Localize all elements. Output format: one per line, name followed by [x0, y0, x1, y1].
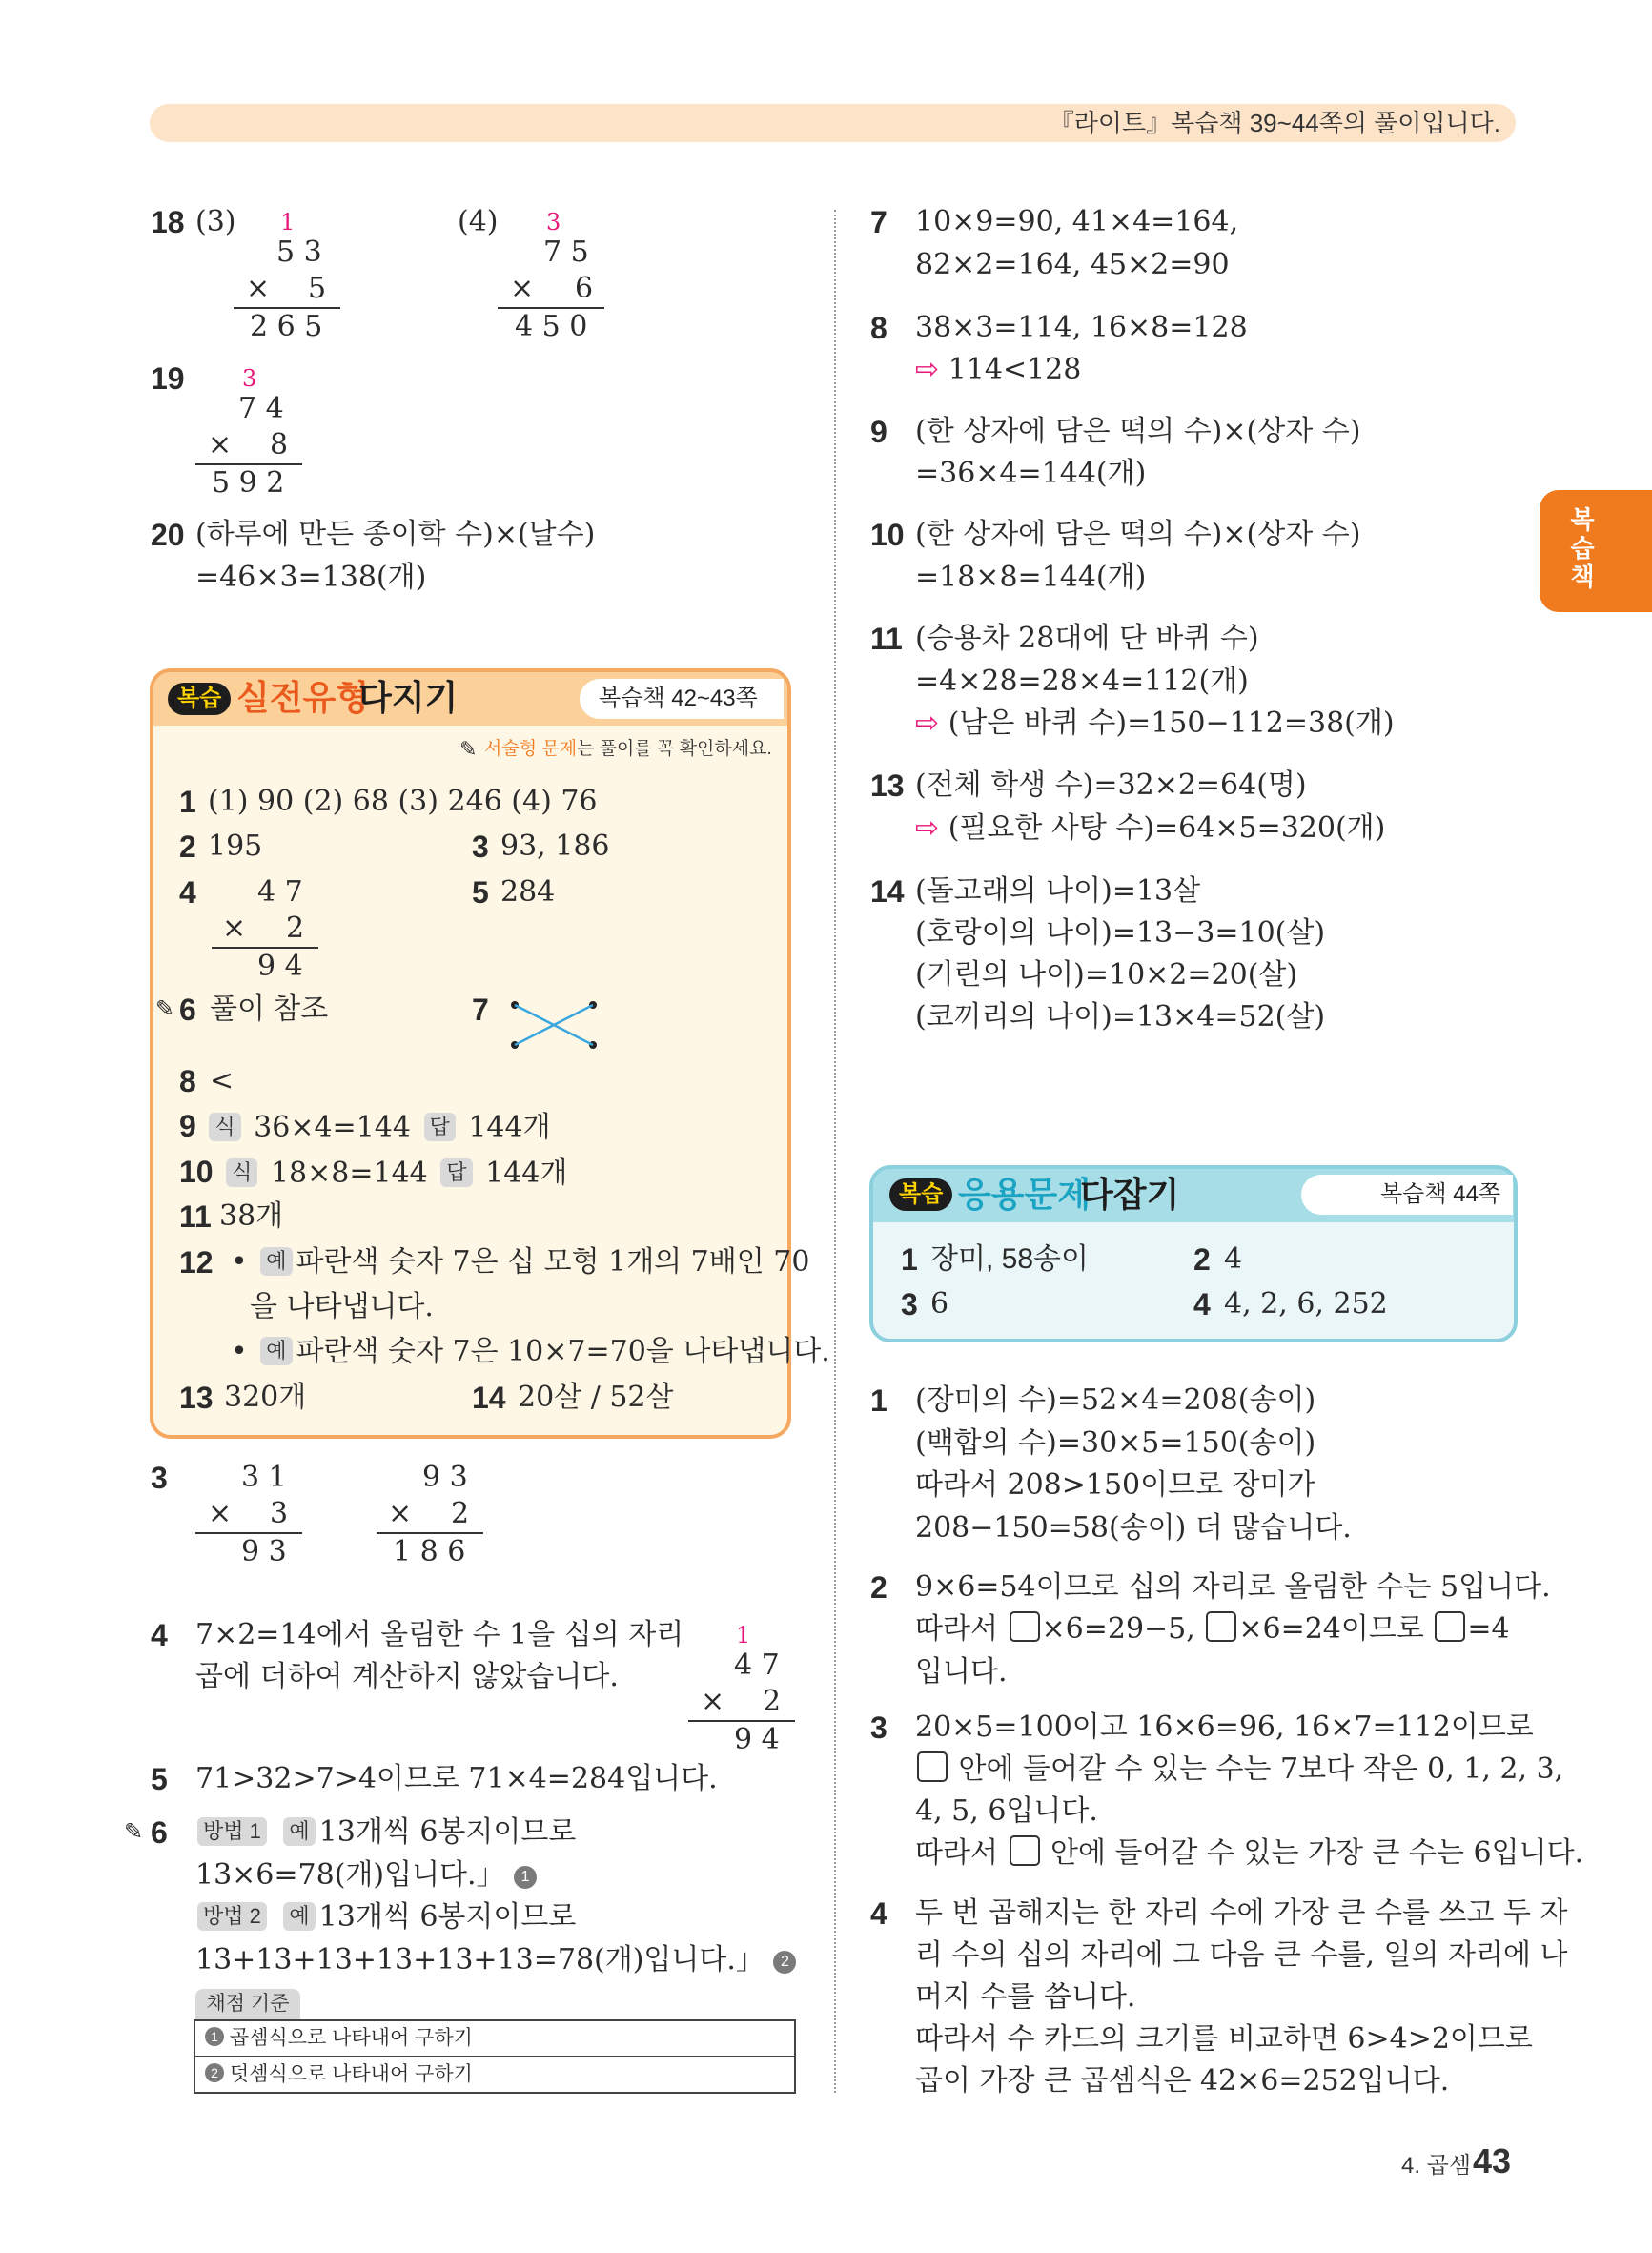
- e4-line2: 곱에 더하여 계산하지 않았습니다.: [195, 1660, 619, 1693]
- box-a5-num: 5: [472, 875, 489, 910]
- criteria-divider: [194, 2056, 796, 2057]
- r10-line1: (한 상자에 담은 떡의 수)×(상자 수): [915, 518, 1361, 551]
- s4-line1: 두 번 곱해지는 한 자리 수에 가장 큰 수를 쓰고 두 자: [915, 1896, 1568, 1930]
- p18-b-label: (4): [458, 205, 499, 238]
- box-a12-line1: [231, 1244, 809, 1280]
- p18-a-mul: ×: [246, 272, 271, 305]
- box-a10-num: 10: [179, 1155, 214, 1189]
- s2-text-2c: ×6=24이므로: [1238, 1612, 1424, 1646]
- s1-line4: 208−150=58(송이) 더 많습니다.: [915, 1511, 1352, 1545]
- blank-box: [1010, 1611, 1040, 1642]
- e4-line1: 7×2=14에서 올림한 수 1을 십의 자리: [195, 1618, 684, 1651]
- e4-mul: ×: [701, 1685, 725, 1718]
- e5-line1: 71>32>7>4이므로 71×4=284입니다.: [195, 1762, 718, 1795]
- e6-line3: [194, 1899, 576, 1936]
- criterion-2-marker: 2: [773, 1951, 796, 1974]
- application-ref: 복습책 44쪽: [1380, 1181, 1501, 1207]
- p18-b-result: 4 5 0: [515, 310, 588, 343]
- box-a1: (1) 90 (2) 68 (3) 246 (4) 76: [208, 785, 598, 818]
- criterion-2-marker: 2: [205, 2063, 224, 2082]
- application-title-2: 다잡기: [1080, 1175, 1180, 1214]
- e5-number: 5: [151, 1762, 168, 1796]
- p20-line1: (하루에 만든 종이학 수)×(날수): [195, 518, 596, 551]
- criteria-row-1: [205, 2023, 473, 2054]
- box-a1-num: 1: [179, 785, 196, 819]
- s4-line4: 따라서 수 카드의 크기를 비교하면 6>4>2이므로: [915, 2022, 1533, 2056]
- problem-20-number: 20: [151, 518, 185, 552]
- p18-b-carry: 3: [546, 209, 561, 236]
- criterion-1-text: 곱셈식으로 나타내어 구하기: [229, 2027, 473, 2049]
- ex-tag: 예: [283, 1902, 315, 1931]
- box-a4-result: 9 4: [257, 950, 303, 983]
- practice-title-1: 실전유형: [236, 678, 370, 717]
- s4-line3: 머지 수를 씁니다.: [915, 1980, 1136, 2014]
- criteria-row-2: [205, 2059, 473, 2090]
- e4-result: 9 4: [734, 1723, 780, 1756]
- box-a4-digit: 2: [286, 911, 305, 945]
- e3-b-digit: 2: [451, 1497, 470, 1530]
- s4-line2: 리 수의 십의 자리에 그 다음 큰 수를, 일의 자리에 나: [915, 1938, 1568, 1972]
- p18-a-result: 2 6 5: [250, 310, 323, 343]
- box-a7-num: 7: [472, 993, 489, 1027]
- e3-a-mul: ×: [208, 1497, 233, 1530]
- practice-badge: 복습: [168, 683, 231, 715]
- right-arrow-icon: ⇨: [915, 811, 940, 845]
- e3-a-result: 9 3: [241, 1535, 287, 1568]
- r13-text-2: (필요한 사탕 수)=64×5=320(개): [948, 811, 1386, 845]
- box-a14-num: 14: [472, 1381, 506, 1415]
- p18-a-top: 5 3: [276, 236, 322, 269]
- app-a2-num: 2: [1193, 1242, 1211, 1277]
- box-a10: [179, 1154, 567, 1192]
- box-a4-mul: ×: [222, 911, 247, 945]
- p18-a-carry: 1: [280, 209, 296, 236]
- app-a3-num: 3: [901, 1287, 918, 1321]
- p19-mul: ×: [208, 428, 233, 461]
- r13-number: 13: [870, 768, 905, 803]
- s3-text-2: 안에 들어갈 수 있는 수는 7보다 작은 0, 1, 2, 3,: [958, 1752, 1564, 1786]
- r7-number: 7: [870, 205, 887, 239]
- r7-line2: 82×2=164, 45×2=90: [915, 248, 1230, 281]
- box-a12-line2: 을 나타냅니다.: [250, 1290, 434, 1323]
- dap-tag: 답: [424, 1113, 456, 1141]
- r8-line1: 38×3=114, 16×8=128: [915, 311, 1248, 344]
- e3-b-result: 1 8 6: [393, 1535, 466, 1568]
- r14-line4: (코끼리의 나이)=13×4=52(살): [915, 1000, 1326, 1034]
- r11-line2: =4×28=28×4=112(개): [915, 665, 1249, 698]
- s1-line1: (장미의 수)=52×4=208(송이): [915, 1383, 1316, 1417]
- e4-carry: 1: [736, 1622, 751, 1649]
- bullet: •: [231, 1245, 248, 1279]
- note-rest: 는 풀이를 꼭 확인하세요.: [577, 739, 772, 759]
- blank-box: [917, 1751, 948, 1782]
- p19-digit: 8: [270, 428, 289, 461]
- box-a2: 195: [208, 830, 263, 863]
- criterion-2-text: 덧셈식으로 나타내어 구하기: [229, 2063, 473, 2085]
- sik-tag: 식: [209, 1113, 240, 1141]
- footer-chapter: 4. 곱셈: [1401, 2153, 1472, 2179]
- box-a9-num: 9: [179, 1109, 196, 1143]
- e4-top: 4 7: [734, 1649, 780, 1682]
- box-a8-num: 8: [179, 1064, 196, 1098]
- box-a12-line3: [231, 1334, 830, 1370]
- box-a10-ans: 144개: [485, 1157, 568, 1190]
- box-a3-num: 3: [472, 830, 489, 864]
- app-a4: 4, 2, 6, 252: [1224, 1287, 1388, 1321]
- box-a11: 38개: [219, 1199, 284, 1233]
- blank-box: [1435, 1611, 1465, 1642]
- page-number: 43: [1473, 2141, 1512, 2181]
- s3-line4: [915, 1835, 1583, 1872]
- e3-b-top: 9 3: [422, 1461, 468, 1494]
- e6-text-2: 13×6=78(개)입니다.」: [195, 1858, 505, 1892]
- a12-text-3: 파란색 숫자 7은 10×7=70을 나타냅니다.: [296, 1335, 830, 1368]
- s4-line5: 곱이 가장 큰 곱셈식은 42×6=252입니다.: [915, 2064, 1450, 2098]
- box-a12-num: 12: [179, 1245, 214, 1280]
- s2-line2: [915, 1611, 1510, 1648]
- box-a3: 93, 186: [500, 830, 610, 863]
- e6-text-4: 13+13+13+13+13+13=78(개)입니다.」: [195, 1943, 765, 1976]
- right-arrow-icon: ⇨: [915, 707, 940, 740]
- box-a7-matching-diagram: [505, 992, 601, 1049]
- note-highlight: 서술형 문제: [484, 739, 578, 759]
- box-a8: <: [210, 1064, 235, 1097]
- r14-line1: (돌고래의 나이)=13살: [915, 874, 1201, 908]
- r13-line2: [915, 810, 1385, 847]
- s2-text-2d: =4: [1467, 1612, 1510, 1646]
- e6-text-1: 13개씩 6봉지이므로: [318, 1815, 577, 1849]
- r11-number: 11: [870, 622, 903, 656]
- column-divider: [834, 210, 836, 2093]
- r11-text-3: (남은 바퀴 수)=150−112=38(개): [948, 707, 1395, 740]
- a12-text-1: 파란색 숫자 7은 십 모형 1개의 7배인 70: [296, 1245, 810, 1279]
- application-badge: 복습: [889, 1178, 952, 1211]
- e6-pencil-icon: ✎: [124, 1819, 144, 1845]
- box-a11-num: 11: [179, 1199, 212, 1234]
- ex-tag: 예: [260, 1247, 292, 1276]
- s1-line3: 따라서 208>150이므로 장미가: [915, 1468, 1315, 1502]
- s2-text-2a: 따라서: [915, 1612, 998, 1646]
- practice-note: [484, 736, 772, 763]
- e3-b-mul: ×: [388, 1497, 413, 1530]
- s2-number: 2: [870, 1570, 887, 1605]
- e6-line2: [195, 1857, 537, 1894]
- application-title-1: 응용문제: [958, 1175, 1091, 1214]
- r14-line2: (호랑이의 나이)=13−3=10(살): [915, 916, 1326, 950]
- blank-box: [1010, 1835, 1040, 1866]
- p19-result: 5 9 2: [212, 466, 285, 500]
- s3-line3: 4, 5, 6입니다.: [915, 1794, 1098, 1828]
- box-a4-num: 4: [179, 875, 196, 910]
- box-a9: [179, 1108, 551, 1146]
- bullet: •: [231, 1335, 248, 1368]
- r9-number: 9: [870, 415, 887, 449]
- problem-19-number: 19: [151, 361, 185, 396]
- p18-b-digit: 6: [575, 272, 594, 305]
- s3-text-4b: 안에 들어갈 수 있는 가장 큰 수는 6입니다.: [1050, 1836, 1584, 1870]
- box-a2-num: 2: [179, 830, 196, 864]
- right-arrow-icon: ⇨: [915, 353, 940, 386]
- s2-line3: 입니다.: [915, 1655, 1008, 1689]
- r10-line2: =18×8=144(개): [915, 561, 1147, 594]
- header-text: 『라이트』복습책 39~44쪽의 풀이입니다.: [1049, 109, 1500, 137]
- app-a1-num: 1: [901, 1242, 918, 1277]
- s1-number: 1: [870, 1383, 887, 1418]
- box-a6: 풀이 참조: [210, 993, 329, 1025]
- r8-text-2: 114<128: [948, 353, 1082, 386]
- e3-number: 3: [151, 1461, 168, 1495]
- r8-line2: [915, 352, 1081, 388]
- practice-title-2: 다지기: [358, 678, 459, 717]
- s1-line2: (백합의 수)=30×5=150(송이): [915, 1426, 1316, 1460]
- p18-b-top: 7 5: [543, 236, 589, 269]
- r13-line1: (전체 학생 수)=32×2=64(명): [915, 768, 1307, 802]
- e4-number: 4: [151, 1618, 168, 1652]
- box-a6-pencil-icon: ✎: [155, 996, 175, 1022]
- box-a10-expr: 18×8=144: [270, 1157, 428, 1190]
- criterion-1-marker: 1: [205, 2027, 224, 2046]
- s3-text-4a: 따라서: [915, 1836, 998, 1870]
- r14-line3: (기린의 나이)=10×2=20(살): [915, 958, 1298, 992]
- ex-tag: 예: [283, 1817, 315, 1846]
- p18-a-digit: 5: [308, 272, 327, 305]
- s3-line2: [915, 1751, 1563, 1788]
- app-a3: 6: [930, 1287, 949, 1321]
- dap-tag: 답: [440, 1158, 472, 1187]
- ex-tag: 예: [260, 1337, 292, 1365]
- app-a1: 장미, 58송이: [930, 1243, 1089, 1275]
- s3-number: 3: [870, 1710, 887, 1745]
- app-a4-num: 4: [1193, 1287, 1211, 1321]
- sik-tag: 식: [226, 1158, 257, 1187]
- pencil-icon: ✎: [459, 737, 478, 761]
- e6-number: 6: [151, 1815, 168, 1850]
- p20-line2: =46×3=138(개): [195, 561, 427, 594]
- method-1-tag: 방법 1: [197, 1817, 267, 1846]
- p19-carry: 3: [242, 365, 257, 392]
- r11-line1: (승용차 28대에 단 바퀴 수): [915, 622, 1259, 655]
- box-a13: 320개: [224, 1381, 307, 1414]
- blank-box: [1206, 1611, 1236, 1642]
- e6-text-3: 13개씩 6봉지이므로: [318, 1900, 577, 1934]
- box-a13-num: 13: [179, 1381, 214, 1415]
- box-a9-expr: 36×4=144: [254, 1111, 411, 1144]
- box-a9-ans: 144개: [468, 1111, 551, 1144]
- r9-line1: (한 상자에 담은 떡의 수)×(상자 수): [915, 415, 1361, 448]
- box-a5: 284: [500, 875, 556, 909]
- s4-number: 4: [870, 1896, 887, 1931]
- criteria-label: 채점 기준: [195, 1989, 300, 2019]
- s2-line1: 9×6=54이므로 십의 자리로 올림한 수는 5입니다.: [915, 1570, 1551, 1604]
- p19-top: 7 4: [238, 392, 284, 425]
- e3-a-digit: 3: [270, 1497, 289, 1530]
- criterion-1-marker: 1: [514, 1866, 537, 1889]
- r11-line3: [915, 706, 1395, 742]
- r14-number: 14: [870, 874, 905, 909]
- box-a4-top: 4 7: [257, 875, 303, 909]
- box-a6-num: 6: [179, 993, 196, 1027]
- r9-line2: =36×4=144(개): [915, 457, 1147, 490]
- e6-line1: [194, 1814, 576, 1851]
- s3-line1: 20×5=100이고 16×6=96, 16×7=112이므로: [915, 1710, 1534, 1744]
- r7-line1: 10×9=90, 41×4=164,: [915, 205, 1239, 238]
- e3-a-top: 3 1: [241, 1461, 287, 1494]
- r10-number: 10: [870, 518, 905, 552]
- s2-text-2b: ×6=29−5,: [1041, 1612, 1195, 1646]
- e4-digit: 2: [763, 1685, 782, 1718]
- r8-number: 8: [870, 311, 887, 345]
- side-tab-text: 복습책: [1570, 505, 1595, 591]
- box-a14: 20살 / 52살: [518, 1381, 674, 1414]
- p18-b-mul: ×: [510, 272, 535, 305]
- method-2-tag: 방법 2: [197, 1902, 267, 1931]
- problem-18-number: 18: [151, 205, 185, 239]
- e6-line4: [195, 1942, 796, 1978]
- app-a2: 4: [1224, 1242, 1243, 1276]
- p18-a-label: (3): [195, 205, 236, 238]
- practice-ref: 복습책 42~43쪽: [599, 686, 758, 711]
